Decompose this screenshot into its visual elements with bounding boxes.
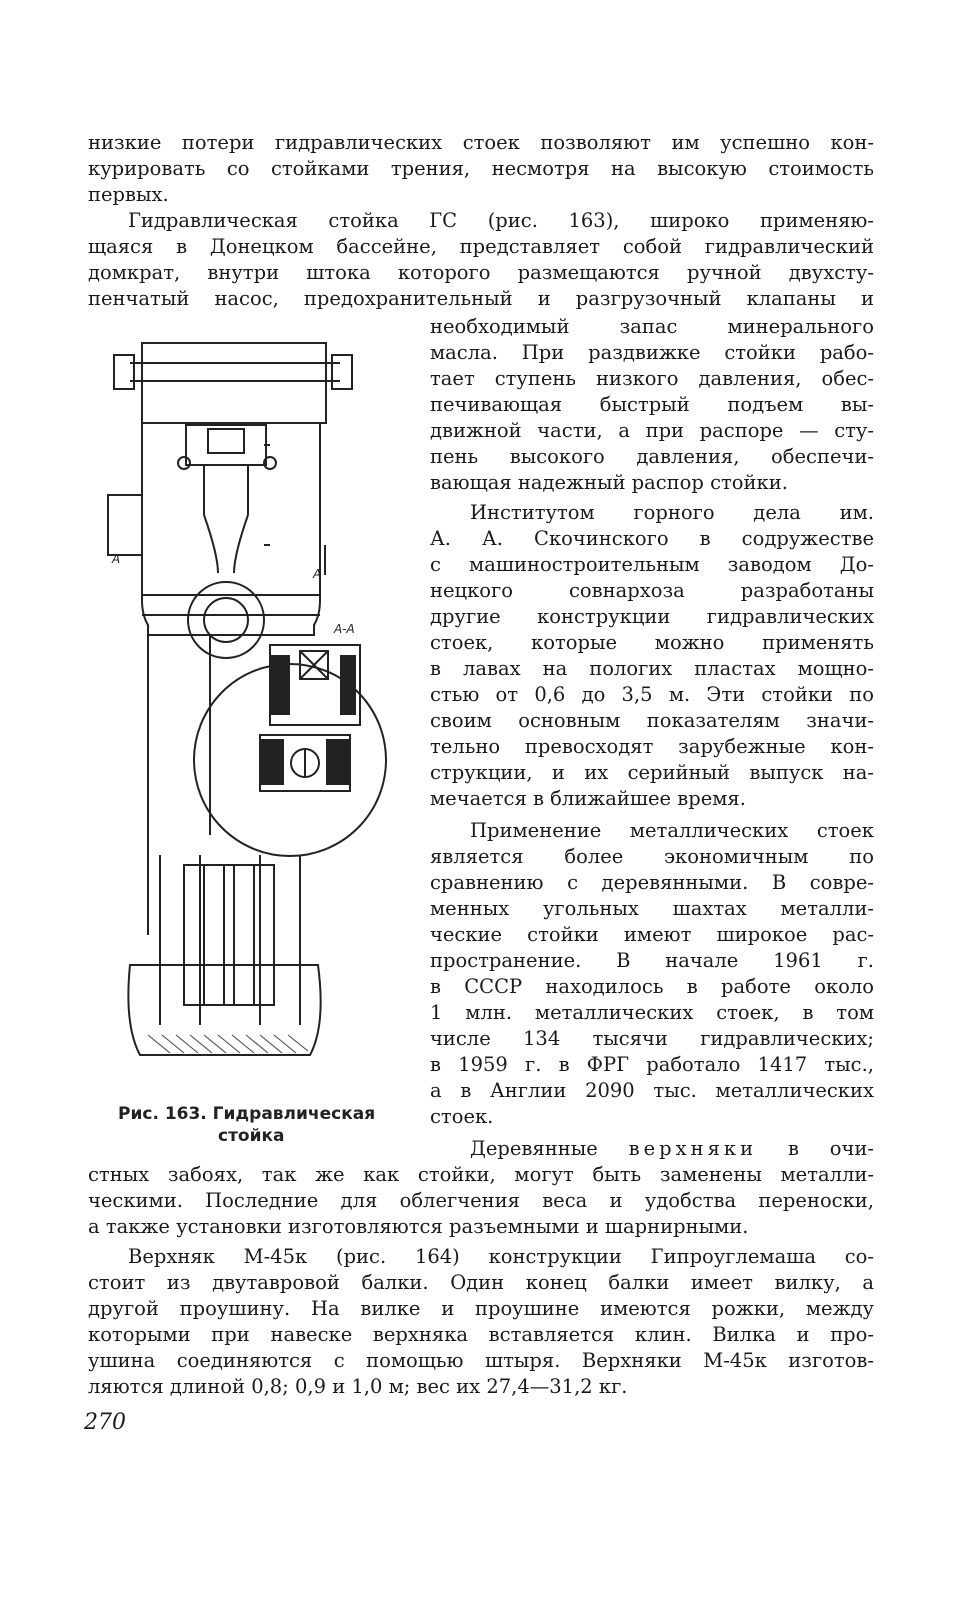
text-line: пенчатый насос, предохранительный и разгрузочный клапаны и bbox=[88, 287, 874, 310]
text-line: стных забоях, так же как стойки, могут быть заменены металли- bbox=[88, 1163, 874, 1186]
text-line: щаяся в Донецком бассейне, представляет собой гидравлический bbox=[88, 235, 874, 258]
text-line: своим основным показателям значи- bbox=[430, 709, 874, 732]
text-line bbox=[470, 1136, 874, 1162]
text-line: ческими. Последние для облегчения веса и удобства переноски, bbox=[88, 1189, 874, 1212]
text-line: ушина соединяются с помощью штыря. Верхняки М-45к изготов- bbox=[88, 1349, 874, 1372]
text-line: Применение металлических стоек bbox=[470, 819, 874, 842]
text-line: А. А. Скочинского в содружестве bbox=[430, 527, 874, 550]
bolt-head-left bbox=[114, 355, 134, 389]
text-line: в СССР находилось в работе около bbox=[430, 975, 874, 998]
text-line: масла. При раздвижке стойки рабо- bbox=[430, 341, 874, 364]
text-line: Гидравлическая стойка ГС (рис. 163), широко применяю- bbox=[128, 209, 874, 232]
section-label: А-А bbox=[334, 622, 355, 636]
text-line: в 1959 г. в ФРГ работало 1417 тыс., bbox=[430, 1053, 874, 1076]
text-line: курировать со стойками трения, несмотря на высокую стоимость bbox=[88, 157, 874, 180]
prop-body bbox=[142, 423, 320, 635]
figure-caption-line-2: стойка bbox=[218, 1126, 285, 1146]
text-line: первых. bbox=[88, 183, 169, 206]
text-line: Институтом горного дела им. bbox=[470, 501, 874, 524]
emphasized-term: верхняки bbox=[628, 1137, 758, 1160]
text-line: стоек. bbox=[430, 1105, 494, 1128]
text-line: ческие стойки имеют широкое рас- bbox=[430, 923, 874, 946]
text-line: другой проушину. На вилке и проушине имеются рожки, между bbox=[88, 1297, 874, 1320]
text-line: а также установки изготовляются разъемными и шарнирными. bbox=[88, 1215, 749, 1238]
page-number: 270 bbox=[84, 1410, 126, 1435]
text-line: мечается в ближайшее время. bbox=[430, 787, 746, 810]
text-line: необходимый запас минерального bbox=[430, 315, 874, 338]
text-line: является более экономичным по bbox=[430, 845, 874, 868]
section-marker-left: А bbox=[112, 552, 121, 566]
text-line: а в Англии 2090 тыс. металлических bbox=[430, 1079, 874, 1102]
text-line: пень высокого давления, обеспечи- bbox=[430, 445, 874, 468]
text-line: тельно превосходят зарубежные кон- bbox=[430, 735, 874, 758]
clevis bbox=[186, 425, 266, 465]
text-line: менных угольных шахтах металли- bbox=[430, 897, 874, 920]
text-line: ляются длиной 0,8; 0,9 и 1,0 м; вес их 27,4—31,2 кг. bbox=[88, 1375, 628, 1398]
text-line: которыми при навеске верхняка вставляется клин. Вилка и про- bbox=[88, 1323, 874, 1346]
eye-ring bbox=[188, 582, 264, 658]
hydraulic-prop-figure bbox=[100, 335, 420, 1070]
section-marker-right: А bbox=[313, 567, 322, 581]
text-line: стью от 0,6 до 3,5 м. Эти стойки по bbox=[430, 683, 874, 706]
text-line: движной части, а при распоре — сту- bbox=[430, 419, 874, 442]
text-line: тает ступень низкого давления, обес- bbox=[430, 367, 874, 390]
text-line: низкие потери гидравлических стоек позволяют им успешно кон- bbox=[88, 131, 874, 154]
text-run: Деревянные bbox=[470, 1137, 598, 1160]
text-line: струкции, и их серийный выпуск на- bbox=[430, 761, 874, 784]
text-line: нецкого совнархоза разработаны bbox=[430, 579, 874, 602]
text-line: Верхняк М-45к (рис. 164) конструкции Гипроуглемаша со- bbox=[128, 1245, 874, 1268]
figure-caption: Рис. 163. Гидравлическая bbox=[118, 1104, 376, 1124]
text-line: стоит из двутавровой балки. Один конец балки имеет вилку, а bbox=[88, 1271, 874, 1294]
text-line: числе 134 тысячи гидравлических; bbox=[430, 1027, 874, 1050]
bolt-head-right bbox=[332, 355, 352, 389]
text-line: в лавах на пологих пластах мощно- bbox=[430, 657, 874, 680]
text-line: сравнению с деревянными. В совре- bbox=[430, 871, 874, 894]
text-line: стоек, которые можно применять bbox=[430, 631, 874, 654]
text-line: 1 млн. металлических стоек, в том bbox=[430, 1001, 874, 1024]
text-line: другие конструкции гидравлических bbox=[430, 605, 874, 628]
prop-head bbox=[142, 343, 326, 423]
text-line: печивающая быстрый подъем вы- bbox=[430, 393, 874, 416]
text-run: в очи- bbox=[787, 1137, 874, 1160]
text-line: вающая надежный распор стойки. bbox=[430, 471, 788, 494]
text-line: пространение. В начале 1961 г. bbox=[430, 949, 874, 972]
text-line: с машиностроительным заводом До- bbox=[430, 553, 874, 576]
text-line: домкрат, внутри штока которого размещаются ручной двухсту- bbox=[88, 261, 874, 284]
